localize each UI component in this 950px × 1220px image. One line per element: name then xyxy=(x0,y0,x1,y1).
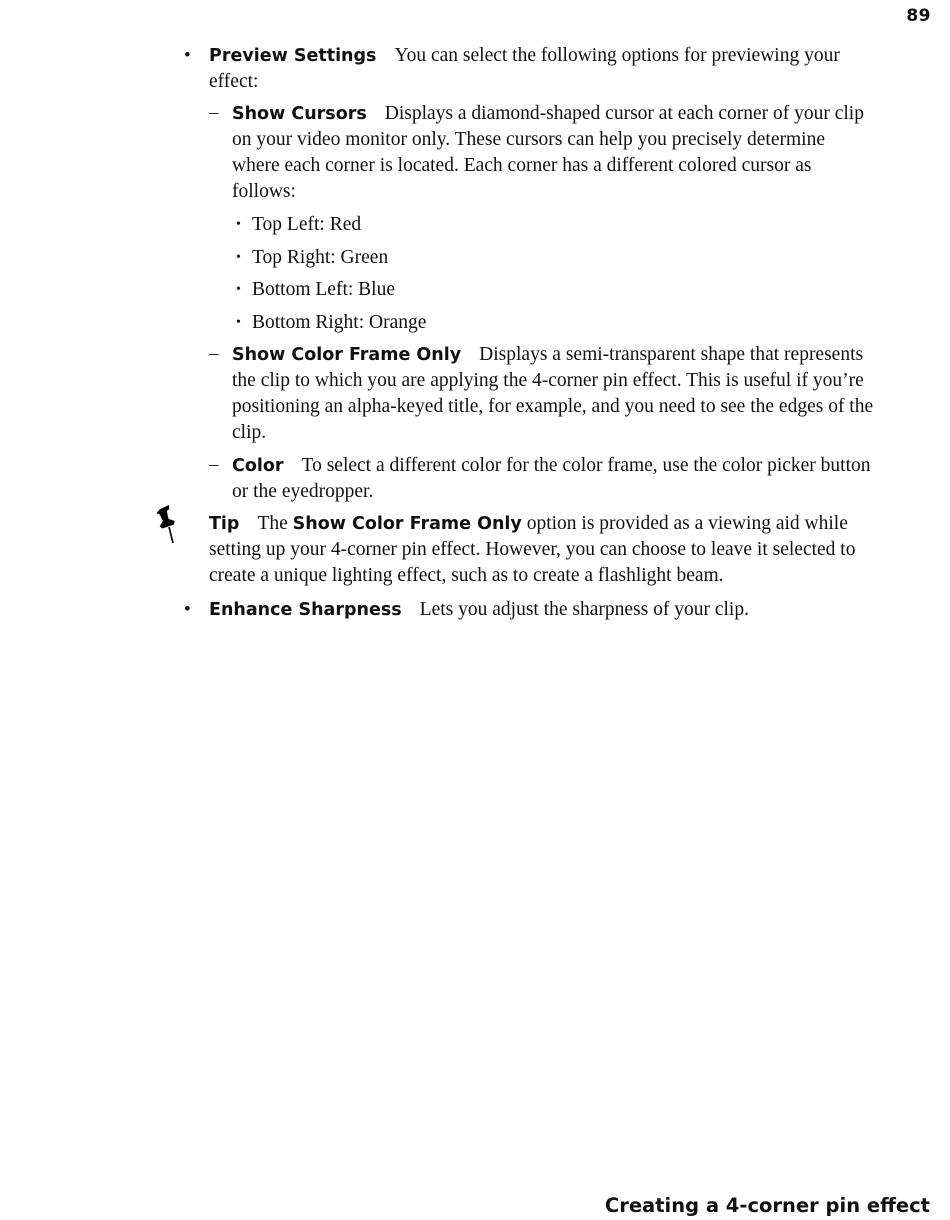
footer-section-title: Creating a 4-corner pin effect xyxy=(604,1194,930,1217)
list-item-color xyxy=(209,453,877,505)
tip-text-before: The xyxy=(257,513,288,534)
dash-marker: – xyxy=(209,343,219,364)
list-item-corner xyxy=(236,277,852,303)
tip-text-after: option is provided as a viewing aid while setting up your 4-corner pin effect. However, you can choose to leave it selected to create a unique lighting effect, such as to create a flashlight beam. xyxy=(209,513,856,586)
corner-color-label: Top Left: Red xyxy=(252,214,362,235)
list-item-corner xyxy=(236,245,852,271)
tip-note xyxy=(209,511,869,589)
corner-color-label: Bottom Left: Blue xyxy=(252,279,395,300)
pushpin-icon xyxy=(157,505,183,545)
term-color: Color xyxy=(232,456,284,476)
term-enhance-sharpness: Enhance Sharpness xyxy=(209,600,402,620)
page-content xyxy=(0,43,950,623)
list-item-show-color-frame-only xyxy=(209,342,877,446)
tip-option-name: Show Color Frame Only xyxy=(292,514,522,534)
term-preview-settings: Preview Settings xyxy=(209,46,377,66)
dot-marker: • xyxy=(236,217,241,232)
list-item-preview-settings xyxy=(184,43,869,95)
dot-marker: • xyxy=(236,249,241,265)
list-item-corner xyxy=(236,212,852,238)
dot-marker: • xyxy=(236,282,241,297)
description-show-cursors: Displays a diamond-shaped cursor at each corner of your clip on your video monitor only. These cursors can help you precisely determine where each corner is located. Each corner has a different colored cursor as follows: xyxy=(232,103,864,202)
bullet-marker: • xyxy=(184,599,191,620)
tip-label: Tip xyxy=(209,514,240,534)
corner-color-label: Bottom Right: Orange xyxy=(252,311,427,333)
term-show-color-frame-only: Show Color Frame Only xyxy=(232,345,462,365)
list-item-show-cursors xyxy=(209,101,877,205)
page-number: 89 xyxy=(906,6,931,26)
list-item-enhance-sharpness xyxy=(184,597,869,623)
dot-marker: • xyxy=(236,314,241,330)
description-show-color-frame-only: Displays a semi-transparent shape that represents the clip to which you are applying the 4-corner pin effect. This is useful if you’re positioning an alpha-keyed title, for example, and you need to see the edges of the clip. xyxy=(232,344,874,443)
list-item-corner xyxy=(236,310,852,336)
corner-color-label: Top Right: Green xyxy=(252,246,389,268)
term-show-cursors: Show Cursors xyxy=(232,104,367,124)
description-enhance-sharpness: Lets you adjust the sharpness of your clip. xyxy=(419,599,749,620)
dash-marker: – xyxy=(209,454,219,475)
bullet-marker: • xyxy=(184,45,191,66)
dash-marker: – xyxy=(209,102,219,123)
description-color: To select a different color for the color frame, use the color picker button or the eyedropper. xyxy=(232,455,871,502)
description-preview-settings: You can select the following options for previewing your effect: xyxy=(209,45,840,92)
